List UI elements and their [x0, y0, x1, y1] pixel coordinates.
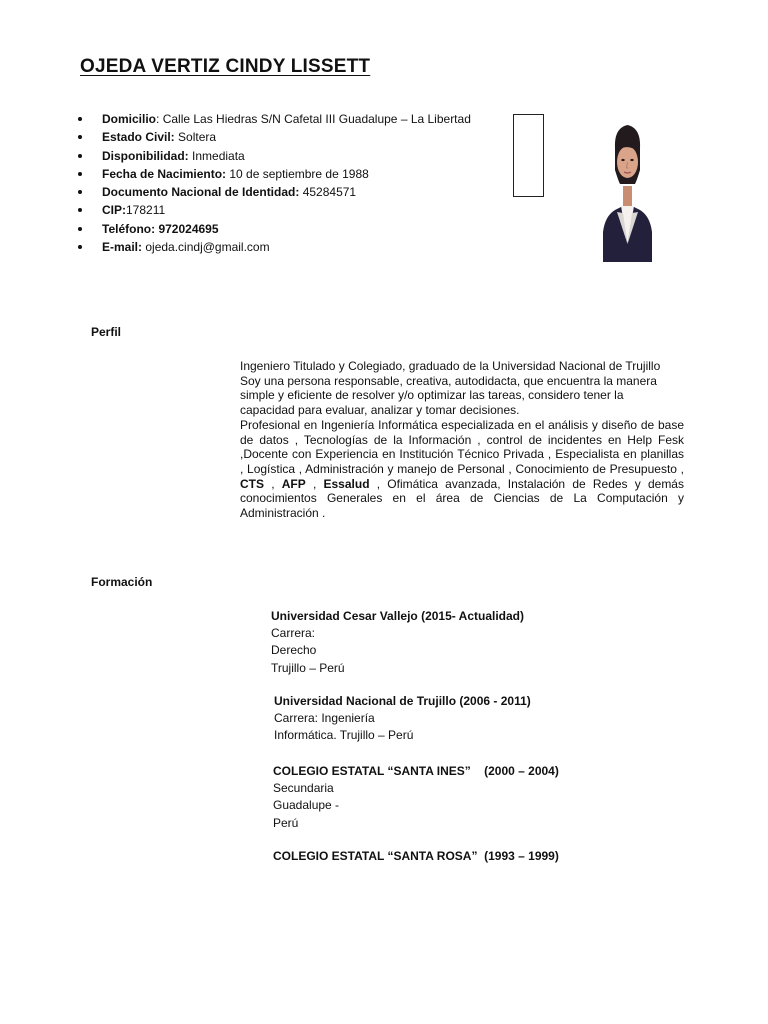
empty-photo-frame — [513, 114, 544, 197]
education-detail: Trujillo – Perú — [271, 660, 345, 675]
info-item-disponibilidad — [77, 147, 507, 165]
bullet-icon — [78, 117, 82, 121]
info-label: Estado Civil: — [102, 130, 175, 145]
info-label: CIP: — [102, 203, 126, 218]
institution-name: Universidad Nacional de Trujillo (2006 - 2011) — [274, 694, 531, 708]
profile-intro-line: Soy una persona responsable, creativa, autodidacta, que encuentra la manera — [240, 373, 657, 388]
institution-name: Universidad Cesar Vallejo (2015- Actualidad) — [271, 609, 524, 623]
bullet-icon — [78, 135, 82, 139]
education-heading: Formación — [91, 575, 153, 589]
keyword-cts: CTS — [240, 476, 264, 491]
info-value: Soltera — [178, 130, 217, 145]
education-entry — [274, 693, 531, 745]
info-label: Domicilio — [102, 112, 157, 126]
education-detail: Carrera: Ingeniería — [274, 711, 375, 726]
profile-intro-line: simple y eficiente de resolver y/o optimizar las tareas, considero tener la — [240, 388, 624, 403]
profile-heading: Perfil — [91, 325, 122, 339]
info-value: Calle Las Hiedras S/N Cafetal III Guadalupe – La Libertad — [162, 112, 471, 126]
bullet-icon — [78, 227, 82, 231]
keyword-essalud: Essalud — [323, 476, 370, 491]
info-value: Inmediata — [192, 148, 245, 163]
info-value: 10 de septiembre de 1988 — [229, 166, 369, 181]
personal-info-list — [77, 110, 507, 256]
education-entry — [273, 763, 559, 832]
info-label: E-mail: — [102, 240, 143, 255]
info-label: Disponibilidad: — [102, 148, 189, 163]
info-item-fecha-nacimiento — [77, 165, 507, 183]
info-label: Teléfono: — [102, 221, 156, 236]
education-detail: Guadalupe - — [273, 798, 340, 813]
info-value: 972024695 — [158, 221, 219, 236]
info-item-estado-civil — [77, 128, 507, 146]
education-entry — [273, 848, 559, 865]
info-item-dni — [77, 183, 507, 201]
bullet-icon — [78, 190, 82, 194]
info-item-domicilio: Domicilio: Calle Las Hiedras S/N Cafetal III Guadalupe – La Libertad — [77, 110, 507, 128]
education-detail: Informática. Trujillo – Perú — [274, 728, 414, 743]
bullet-icon — [78, 208, 82, 212]
profile-text — [240, 359, 684, 521]
info-item-telefono — [77, 220, 507, 238]
bullet-icon — [78, 245, 82, 249]
bullet-icon — [78, 172, 82, 176]
institution-name: COLEGIO ESTATAL “SANTA INES” (2000 – 2004) — [273, 764, 559, 778]
profile-photo — [601, 118, 654, 262]
info-value: 178211 — [126, 203, 166, 218]
info-label: Fecha de Nacimiento: — [102, 166, 227, 181]
education-entry — [271, 608, 524, 677]
profile-intro-line: Ingeniero Titulado y Colegiado, graduado de la Universidad Nacional de Trujillo — [240, 359, 661, 373]
info-item-cip — [77, 201, 507, 219]
candidate-name: OJEDA VERTIZ CINDY LISSETT — [80, 56, 371, 77]
profile-intro-line: capacidad para evaluar, analizar y tomar decisiones. — [240, 403, 520, 418]
education-detail: Perú — [273, 815, 299, 830]
keyword-afp: AFP — [281, 476, 306, 491]
education-detail: Derecho — [271, 643, 317, 658]
info-label: Documento Nacional de Identidad: — [102, 185, 300, 200]
education-detail: Carrera: — [271, 626, 316, 641]
info-value: 45284571 — [302, 185, 357, 200]
info-value: ojeda.cindj@gmail.com — [145, 240, 270, 255]
bullet-icon — [78, 154, 82, 158]
education-detail: Secundaria — [273, 781, 334, 796]
info-item-email — [77, 238, 507, 256]
profile-summary: Profesional en Ingeniería Informática especializada en el análisis y diseño de base de datos , Tecnologías de la Información , control de incidentes en Help Fesk ,Docente con Experiencia en Institución Técnico Privada , Especialista en planillas , Logística , Administración y manejo de Personal , Conocimiento de Presupuesto , CTS , AFP , Essalud , Ofimática avanzada, Instalación de Redes y demás conocimientos Generales en el área de Ciencias de La Computación y Administración . — [240, 417, 684, 521]
institution-name: COLEGIO ESTATAL “SANTA ROSA” (1993 – 1999) — [273, 849, 559, 863]
